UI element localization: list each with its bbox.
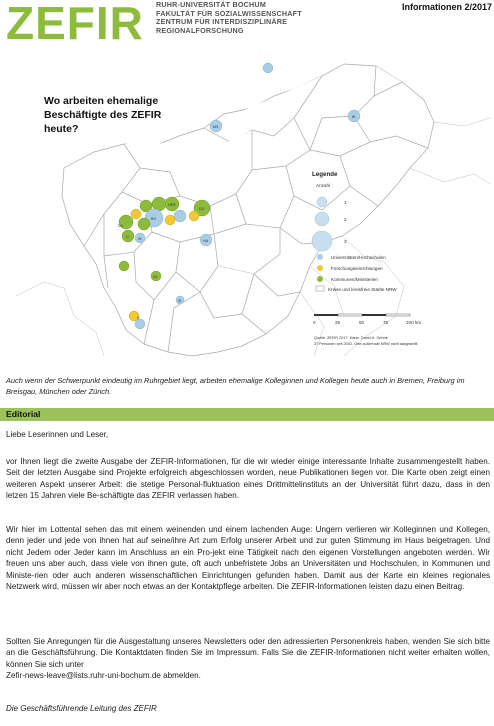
legend-size-2	[315, 212, 329, 226]
zefir-logo: ZEFIR	[6, 0, 144, 49]
city-si: SI	[178, 299, 182, 303]
editorial-paragraph-3: Sollten Sie Anregungen für die Ausgestaltung unseres Newsletters oder den adressierten Personenkreis haben, wenden Sie sich bitte an die Geschäftsführung. Die Kontaktdaten finden Sie im Impressum. Falls Sie die ZEFIR-Informationen nicht weiter erhalten wollen, können Sie sich unter	[6, 637, 490, 669]
legend-kommunen-label: Kommunen/Ministerien	[331, 277, 378, 282]
city-her: HER	[168, 203, 176, 207]
scale-tick-25: 25	[335, 320, 341, 325]
scale-tick-50: 50	[359, 320, 365, 325]
source-line-1: Quelle: ZEFIR 2017. Karte: David H. Gehne	[314, 336, 388, 340]
scale-tick-0: 0	[313, 320, 316, 325]
scale-tick-75: 75	[383, 320, 389, 325]
editorial-paragraph-1: vor Ihnen liegt die zweite Ausgabe der ZEFIR-Informationen, für die wir wieder einige interessante Inhalte zusammengestellt haben. Seit der letzten Ausgabe sind Projekte erfolgreich abgeschlossen worden, neue Publikationen liegen vor. Die Karte oben zeigt einen weiteren Aspekt unserer Arbeit: die stetige Personal-fluktuation eines Drittmittelinstituts an der Universität führt dazu, dass in den letzen 15 Jahren viele Be-schäftigte das ZEFIR verlassen haben.	[6, 457, 490, 501]
map-caption: Auch wenn der Schwerpunkt eindeutig im Ruhrgebiet liegt, arbeiten ehemalige Kolleginnen und Kollegen heute auch in Bremen, Freiburg im Breisgau, München oder Zürich.	[6, 376, 465, 396]
city-gl: GL	[153, 275, 158, 279]
legend-forschung-swatch	[317, 265, 323, 271]
legend-size-3-label: 3	[344, 239, 347, 244]
scale-tick-100: 100 km	[406, 320, 422, 325]
marker-e	[138, 218, 150, 230]
legend-size-1-label: 1	[344, 200, 347, 205]
uni-line-3: ZENTRUM FÜR INTERDISZIPLINÄRE	[156, 17, 288, 27]
legend-forschung-label: Forschungseinrichtungen	[331, 266, 383, 271]
city-d: D	[126, 235, 129, 239]
legend-boundary-label: Kreise und kreisfreie Städte NRW	[328, 287, 397, 292]
uni-line-1: RUHR-UNIVERSITÄT BOCHUM	[156, 0, 267, 9]
marker-k-blue	[135, 319, 145, 329]
map-title-line-3: heute?	[44, 123, 79, 135]
city-w: W	[138, 237, 142, 241]
legend-boundary-swatch	[316, 286, 324, 291]
marker-mid-yellow	[165, 215, 175, 225]
marker-her-blue	[174, 210, 186, 222]
legend-count-label: Anzahl	[316, 183, 331, 188]
map-source	[314, 336, 418, 346]
legend-size-3	[312, 231, 332, 251]
editorial-title: Editorial	[6, 409, 41, 419]
page-header	[0, 0, 494, 64]
map-title-line-2: Beschäftigte des ZEFIR	[44, 109, 162, 121]
editorial-greeting: Liebe Leserinnen und Leser,	[6, 430, 109, 439]
city-du: DU	[118, 224, 124, 228]
legend-size-1	[317, 197, 327, 207]
marker-ne	[119, 261, 129, 271]
map-title	[44, 94, 194, 136]
issue-label: Informationen 2/2017	[402, 2, 493, 12]
city-ha: HA	[203, 239, 208, 243]
scale-bar	[313, 314, 421, 325]
marker-du-yellow	[131, 209, 141, 219]
editorial-section-bar	[0, 408, 494, 421]
legend-title: Legende	[312, 171, 338, 178]
marker-do-yellow	[189, 211, 199, 221]
city-do: DO	[199, 207, 205, 211]
legend-uni-swatch	[317, 254, 323, 260]
source-line-2: 37 Personen seit 2002, Orte außerhalb NRW nicht dargestellt.	[314, 342, 419, 346]
city-k: K	[137, 316, 140, 320]
legend-kommunen-swatch	[317, 276, 323, 282]
marker-north	[263, 63, 273, 73]
institution-name	[156, 1, 302, 35]
city-bi: BI	[352, 115, 356, 119]
unsubscribe-email[interactable]: Zefir-news-leave@lists.ruhr-uni-bochum.de abmelden.	[6, 671, 201, 680]
editorial-signature: Die Geschäftsführende Leitung des ZEFIR	[6, 704, 157, 713]
uni-line-4: REGIONALFORSCHUNG	[156, 25, 244, 35]
editorial-paragraph-2: Wir hier im Lottental sehen das mit einem weinenden und einem lachenden Auge: Ungern verlieren wir Kolleginnen und Kollegen, denn jeder und jede von ihnen hat auf seine/ihre Art zum Erfolg unserer Arbeit und zur guten Stimmung im Haus beigetragen. Und nicht Jedem oder Jeder kann im Anschluss an ein Pro-jekt eine Tätigkeit nach den eigenen Vorstellungen angeboten werden. Wir freuen uns aber auch, dass viele von ihnen gute, oft auch unbefristete Jobs an Universitäten und Hochschulen, in Kommunen und Ministe-rien oder auch anderen wissenschaftlichen Einrichtungen gefunden haben. Damit aus der Karte ein kleines regionales Netzwerk wird, müssen wir aber noch etwas an der Kontaktpflege arbeiten. Die ZEFIR-Informationen leisten dazu einen Beitrag.	[6, 525, 490, 592]
legend-size-2-label: 2	[344, 217, 347, 222]
city-bo: BO	[151, 217, 157, 221]
map-title-line-1: Wo arbeiten ehemalige	[44, 95, 159, 107]
uni-line-2: FAKULTÄT FÜR SOZIALWISSENSCHAFT	[156, 8, 302, 18]
city-ms: MS	[213, 125, 219, 129]
legend-uni-label: Universitäten/Hochschulen	[331, 255, 386, 260]
